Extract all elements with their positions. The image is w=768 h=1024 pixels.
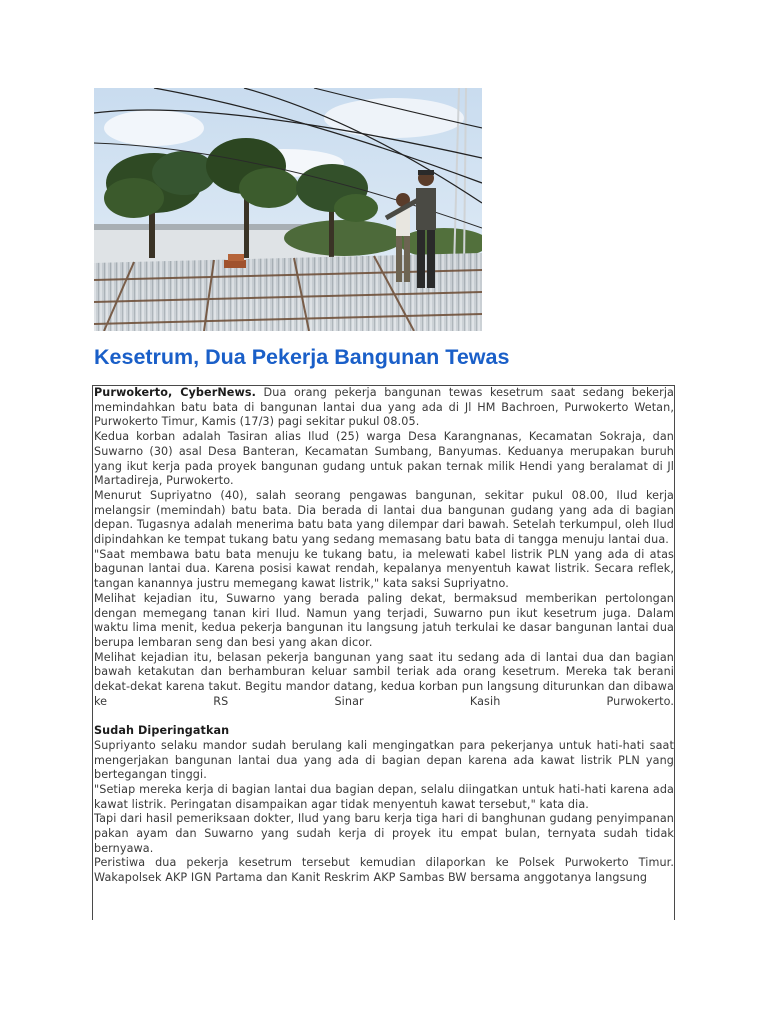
article-body bbox=[92, 385, 675, 920]
article-photo bbox=[94, 88, 482, 331]
body-paragraph: Melihat kejadian itu, belasan pekerja bangunan yang saat itu sedang ada di lantai dua dan bagian bawah ketakutan dan berhamburan keluar sambil teriak ada orang kesetrum. Mereka tak berani dekat-dekat karena takut. Begitu mandor datang, kedua korban pun langsung diturunkan dan dibawa ke RS Sinar Kasih Purwokerto. bbox=[94, 650, 674, 708]
body-paragraph: Supriyanto selaku mandor sudah berulang kali mengingatkan para pekerjanya untuk hati-hati saat mengerjakan bangunan lantai dua yang ada di bagian depan karena ada kawat listrik PLN yang bertegangan tinggi. bbox=[94, 738, 674, 782]
body-paragraph: Kedua korban adalah Tasiran alias Ilud (25) warga Desa Karangnanas, Kecamatan Sokraja, dan Suwarno (30) asal Desa Banteran, Kecamatan Sumbang, Banyumas. Keduanya merupakan buruh yang ikut kerja pada proyek bangunan gudang untuk pakan ternak milik Hendi yang beralamat di Jl Martadireja, Purwokerto. bbox=[94, 430, 674, 488]
body-paragraph: Peristiwa dua pekerja kesetrum tersebut kemudian dilaporkan ke Polsek Purwokerto Timur. Wakapolsek AKP IGN Partama dan Kanit Reskrim AKP Sambas BW bersama anggotanya langsung bbox=[94, 856, 674, 885]
body-paragraph: Melihat kejadian itu, Suwarno yang berada paling dekat, bermaksud memberikan pertolongan dengan memegang tanan kiri Ilud. Namun yang terjadi, Suwarno pun ikut kesetrum juga. Dalam waktu lima menit, kedua pekerja bangunan itu langsung jatuh terkulai ke dasar bangunan lantai dua berupa lembaran seng dan besi yang akan dicor. bbox=[94, 591, 674, 649]
body-paragraph: "Saat membawa batu bata menuju ke tukang batu, ia melewati kabel listrik PLN yang ada di atas bagunan lantai dua. Karena posisi kawat rendah, kepalanya menyentuh kawat listrik. Secara reflek, tangan kanannya justru memegang kawat listrik," kata saksi Supriyatno. bbox=[94, 547, 674, 591]
subheading: Sudah Diperingatkan bbox=[94, 724, 230, 738]
lead-text: Dua orang pekerja bangunan tewas kesetrum saat sedang bekerja memindahkan batu bata di bangunan lantai dua yang ada di Jl HM Bachroen, Purwokerto Wetan, Purwokerto Timur, Kamis (17/3) pagi sekitar pukul 08.05. bbox=[94, 386, 674, 429]
dateline: Purwokerto, CyberNews. bbox=[94, 386, 257, 399]
lead-paragraph bbox=[94, 386, 674, 430]
body-paragraph: Tapi dari hasil pemeriksaan dokter, Ilud yang baru kerja tiga hari di banghunan gudang penyimpanan pakan ayam dan Suwarno yang sudah kerja di proyek itu empat bulan, ternyata sudah tidak bernyawa. bbox=[94, 812, 674, 855]
body-paragraph: Menurut Supriyatno (40), salah seorang pengawas bangunan, sekitar pukul 08.00, Ilud kerja melangsir (memindah) batu bata. Dia berada di lantai dua bangunan gudang yang ada di bagian depan. Tugasnya adalah menerima batu bata yang dilempar dari bawah. Setelah terkumpul, oleh Ilud dipindahkan ke tempat tukang batu yang sedang memasang batu bata di tangga menuju lantai dua. bbox=[94, 488, 674, 547]
article-headline: Kesetrum, Dua Pekerja Bangunan Tewas bbox=[94, 345, 510, 369]
body-paragraph: "Setiap mereka kerja di bagian lantai dua bagian depan, selalu diingatkan untuk hati-hati karena ada kawat listrik. Peringatan disampaikan agar tidak menyentuh kawat tersebut," kata dia. bbox=[94, 782, 674, 811]
